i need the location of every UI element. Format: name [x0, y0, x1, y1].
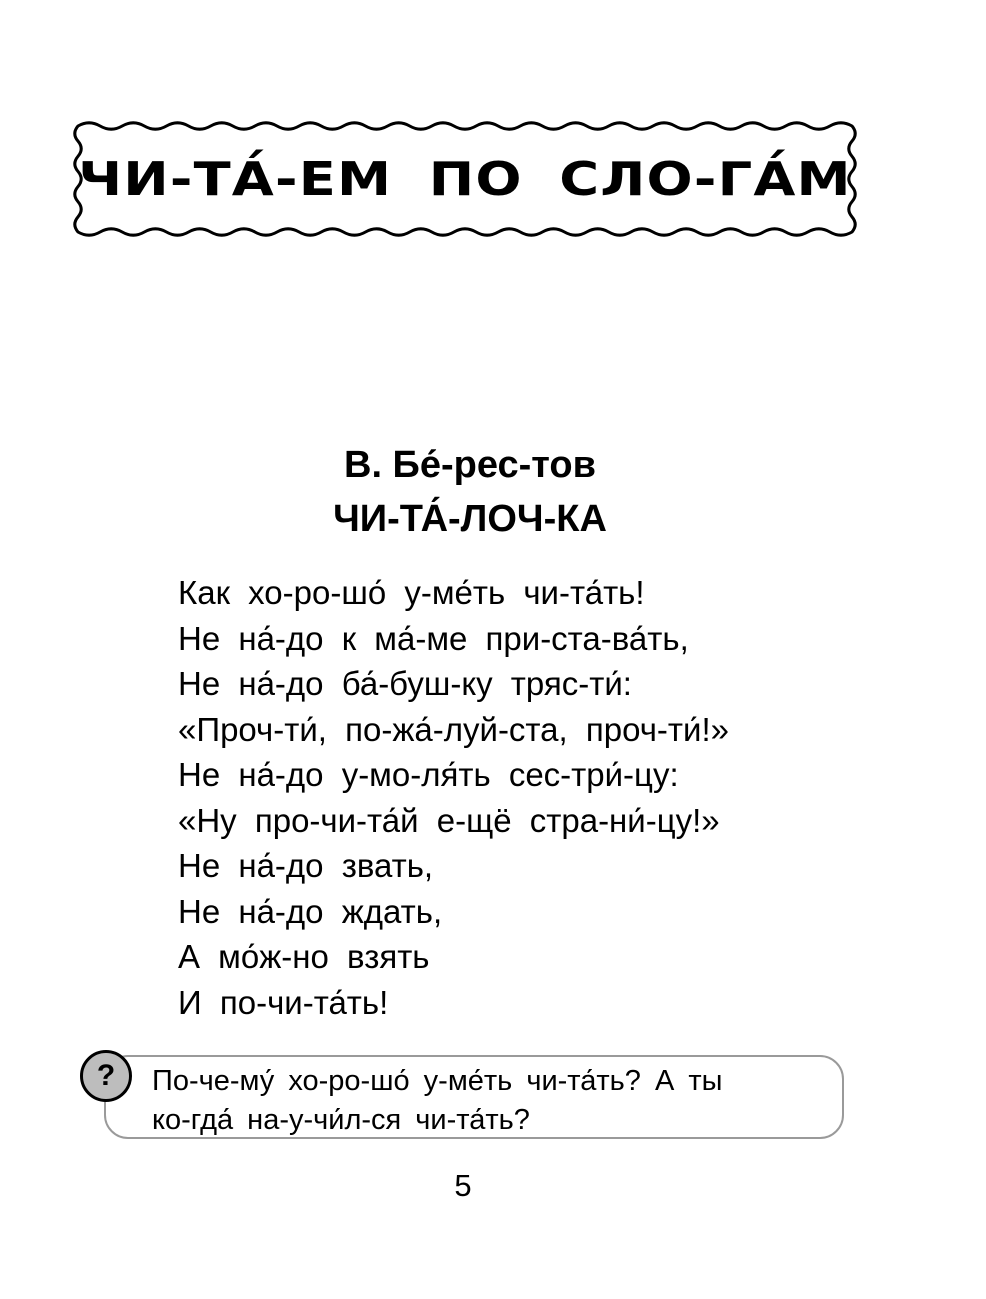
page-number: 5 — [454, 1168, 472, 1203]
poem-author: В. Бе́-рес-тов — [344, 444, 596, 486]
question-line: По-че-му́ хо-ро-шо́ у-ме́ть чи-та́ть? А ты — [152, 1065, 723, 1097]
poem-line: Не на́-до к ма́-ме при-ста-ва́ть, — [178, 619, 689, 657]
poem-line: «Ну про-чи-та́й е-щё стра-ни́-цу!» — [178, 801, 720, 839]
question-line: ко-гда́ на-у-чи́л-ся чи-та́ть? — [152, 1104, 530, 1136]
poem-line: Не на́-до звать, — [178, 847, 434, 884]
poem-line: И по-чи-та́ть! — [178, 983, 389, 1021]
poem-line: Не на́-до ждать, — [178, 892, 443, 930]
question-text — [152, 1062, 842, 1140]
section-title: ЧИ-ТА́-ЕМ ПО СЛО-ГА́М — [78, 152, 852, 206]
poem-line: А мо́ж-но взять — [178, 938, 430, 975]
question-mark-icon: ? — [80, 1050, 132, 1102]
poem-text — [178, 570, 878, 1025]
section-banner — [70, 118, 860, 240]
poem-line: Не на́-до у-мо-ля́ть сес-три́-цу: — [178, 756, 679, 793]
poem-title: ЧИ-ТА́-ЛОЧ-КА — [333, 498, 607, 540]
poem-line: «Проч-ти́, по-жа́-луй-ста, проч-ти́!» — [178, 710, 729, 748]
poem-line: Как хо-ро-шо́ у-ме́ть чи-та́ть! — [178, 574, 645, 611]
poem-line: Не на́-до ба́-буш-ку тряс-ти́: — [178, 665, 632, 702]
